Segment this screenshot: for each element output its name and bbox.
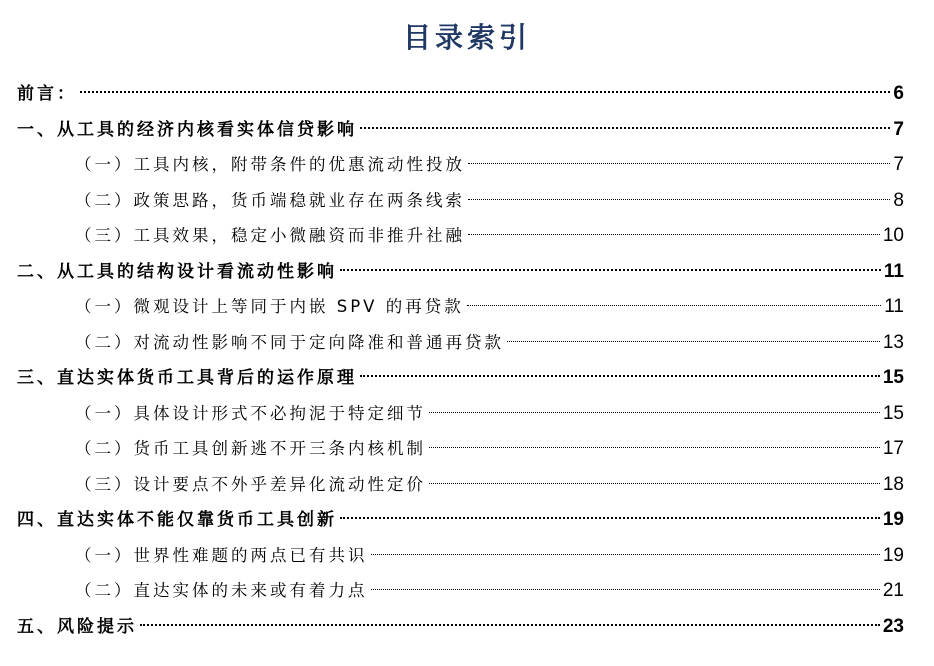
- toc-subsection-entry[interactable]: [0, 431, 934, 467]
- toc-entry-page-number: 23: [882, 615, 904, 637]
- dot-leader: [360, 375, 880, 377]
- toc-entry-page-number: 8: [893, 189, 904, 211]
- table-of-contents: [0, 76, 934, 644]
- dot-leader: [468, 234, 880, 235]
- toc-entry-label: （二）对流动性影响不同于定向降准和普通再贷款: [75, 332, 504, 352]
- toc-entry-page-number: 11: [883, 260, 904, 282]
- toc-entry-page-number: 18: [882, 473, 904, 495]
- dot-leader: [429, 447, 880, 448]
- toc-entry-label: 四、直达实体不能仅靠货币工具创新: [17, 510, 337, 530]
- dot-leader: [468, 199, 890, 200]
- dot-leader: [507, 341, 880, 342]
- toc-entry-page-number: 17: [882, 438, 904, 459]
- toc-section-entry[interactable]: [0, 76, 934, 112]
- toc-entry-label: （二）货币工具创新逃不开三条内核机制: [75, 439, 426, 458]
- toc-entry-label: （一）工具内核，附带条件的优惠流动性投放: [75, 155, 465, 174]
- dot-leader: [429, 483, 880, 484]
- toc-subsection-entry[interactable]: [0, 147, 934, 183]
- toc-entry-label: （一）世界性难题的两点已有共识: [75, 545, 368, 565]
- toc-entry-page-number: 10: [882, 225, 904, 246]
- dot-leader: [360, 127, 890, 129]
- dot-leader: [468, 163, 890, 164]
- toc-subsection-entry[interactable]: [0, 396, 934, 432]
- toc-entry-label: 前言：: [17, 84, 77, 104]
- toc-entry-page-number: 15: [882, 367, 904, 388]
- toc-entry-page-number: 13: [882, 331, 904, 353]
- toc-entry-label: 一、从工具的经济内核看实体信贷影响: [17, 119, 357, 140]
- toc-entry-page-number: 6: [893, 83, 904, 104]
- toc-section-entry[interactable]: [0, 360, 934, 396]
- dot-leader: [340, 269, 881, 271]
- toc-entry-page-number: 15: [882, 402, 904, 424]
- dot-leader: [140, 624, 880, 626]
- toc-entry-page-number: 7: [893, 118, 904, 140]
- toc-subsection-entry[interactable]: [0, 573, 934, 609]
- dot-leader: [371, 554, 880, 555]
- toc-section-entry[interactable]: [0, 609, 934, 645]
- toc-subsection-entry[interactable]: [0, 467, 934, 503]
- toc-entry-label: （三）设计要点不外乎差异化流动性定价: [75, 474, 426, 494]
- toc-subsection-entry[interactable]: [0, 289, 934, 325]
- toc-entry-label: （一）具体设计形式不必拘泥于特定细节: [75, 403, 426, 423]
- toc-subsection-entry[interactable]: [0, 325, 934, 361]
- toc-entry-label: 五、风险提示: [17, 616, 137, 637]
- toc-entry-label: （三）工具效果，稳定小微融资而非推升社融: [75, 226, 465, 245]
- toc-section-entry[interactable]: [0, 112, 934, 148]
- toc-entry-label: 三、直达实体货币工具背后的运作原理: [17, 368, 357, 388]
- toc-section-entry[interactable]: [0, 254, 934, 290]
- page-title: 目录索引: [402, 21, 531, 54]
- toc-section-entry[interactable]: [0, 502, 934, 538]
- toc-subsection-entry[interactable]: [0, 183, 934, 219]
- dot-leader: [80, 91, 890, 93]
- dot-leader: [371, 589, 880, 590]
- dot-leader: [467, 305, 882, 306]
- toc-entry-label: （二）直达实体的未来或有着力点: [75, 581, 368, 600]
- toc-subsection-entry[interactable]: [0, 538, 934, 574]
- toc-entry-page-number: 19: [882, 509, 904, 530]
- dot-leader: [429, 412, 880, 413]
- toc-entry-label: 二、从工具的结构设计看流动性影响: [17, 261, 337, 282]
- toc-entry-label: （一）微观设计上等同于内嵌 SPV 的再贷款: [75, 297, 464, 316]
- toc-subsection-entry[interactable]: [0, 218, 934, 254]
- dot-leader: [340, 517, 880, 519]
- toc-entry-page-number: 21: [882, 580, 904, 601]
- toc-entry-page-number: 7: [893, 154, 904, 175]
- toc-entry-label: （二）政策思路，货币端稳就业存在两条线索: [75, 190, 465, 210]
- toc-entry-page-number: 11: [884, 296, 904, 317]
- toc-entry-page-number: 19: [882, 544, 904, 566]
